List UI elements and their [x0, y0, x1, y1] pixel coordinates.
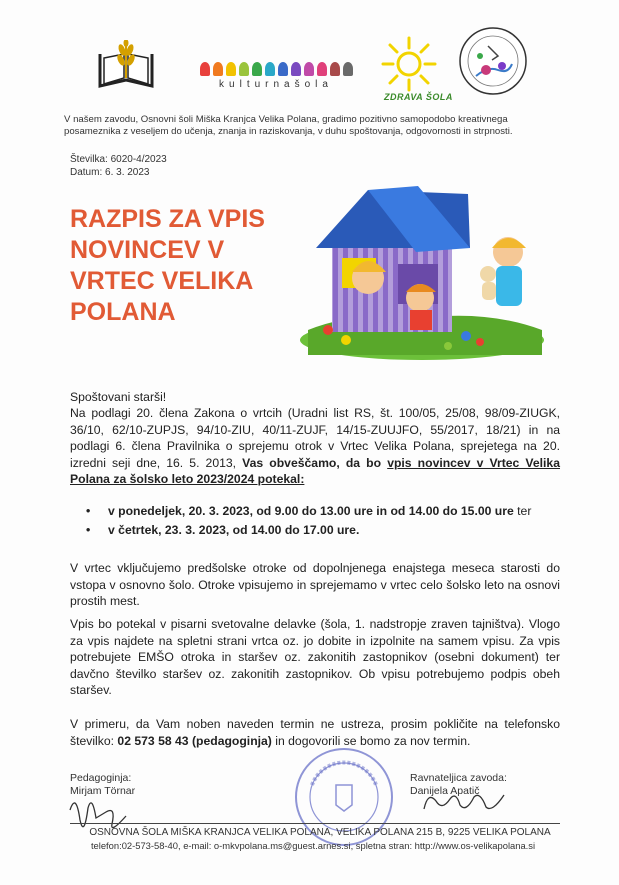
document-date: Datum: 6. 3. 2023: [70, 167, 150, 178]
school-motto: V našem zavodu, Osnovni šoli Miška Kranjca Velika Polana, gradimo pozitivno samopodobo kreativnega posameznika z veseljem do učenja, znanja in raziskovanja, v duhu spoštovanja, odgovornosti in strpnosti.: [64, 114, 513, 137]
left-name: Mirjam Törnar: [70, 785, 136, 797]
phone-pre-text: V primeru, da Vam noben naveden termin ne ustreza, prosim pokličite na telefonsko številko:: [70, 717, 560, 748]
school-book-logo-icon: [96, 40, 156, 90]
kulturna-sola-text: kulturnašola: [219, 79, 333, 90]
phone-number: 02 573 58 43 (pedagoginja): [117, 733, 272, 748]
school-seal-logo-icon: [458, 26, 528, 96]
playhouse-children-illustration-icon: [298, 180, 546, 360]
left-role: Pedagoginja:: [70, 772, 132, 784]
term-item: [86, 502, 556, 521]
kulturna-sola-logo: [176, 62, 376, 100]
term1-text: v ponedeljek, 20. 3. 2023, od 9.00 do 13.00 ure in od 14.00 do 15.00 ure: [108, 504, 514, 518]
page-title: RAZPIS ZA VPIS NOVINCEV V VRTEC VELIKA POLANA: [70, 205, 265, 326]
document-number: Številka: 6020-4/2023: [70, 154, 167, 165]
phone-post-text: in dogovorili se bomo za nov termin.: [271, 733, 471, 748]
greeting-paragraph: Spoštovani starši!: [70, 390, 167, 404]
location-paragraph: Vpis bo potekal v pisarni svetovalne delavke (šola, 1. nadstropje zraven tajništva). Vlogo za vpis najdete na spletni strani vrtca oz. jo dobite in izpolnite na samem vpisu. Za vpis potrebujete EMŠO otroka in staršev oz. zakonitih zastopnikov (osebni dokument) ter davčno številko staršev oz. zakonitih zastopnikov. Ob vpisu potrebujemo podpis obeh staršev.: [70, 617, 560, 697]
handwritten-signature-right-icon: [420, 787, 510, 817]
right-name: Danijela Apatič: [410, 785, 480, 797]
enrollment-terms-list: [86, 502, 556, 540]
term-item: [86, 521, 556, 540]
right-role: Ravnateljica zavoda:: [410, 772, 507, 784]
footer-contacts: telefon:02-573-58-40, e-mail: o-mkvpolana.ms@guest.arnes.si, spletna stran: http://www.os-velikapolana.si: [90, 840, 536, 851]
intro-bold-text: Vas obveščamo, da bo: [242, 455, 388, 470]
footer-divider: [70, 823, 560, 824]
age-paragraph: V vrtec vključujemo predšolske otroke od dopolnjenega enajstega meseca starosti do vstopa v osnovno šolo. Otroke vpisujemo in sprejemamo v vrtec celo šolsko leto na osnovi prostih mest.: [70, 561, 560, 608]
intro-paragraph: [70, 405, 560, 488]
intro-underline-text: vpis novincev v Vrtec Velika Polana za šolsko leto 2023/2024 potekal:: [70, 455, 560, 486]
kulturna-figures-icon: [176, 62, 376, 76]
intro-plain-text: Na podlagi 20. člena Zakona o vrtcih (Uradni list RS, št. 100/05, 25/08, 98/09-ZIUGK, 36/10, 62/10-ZUPJS, 94/10-ZIU, 40/11-ZUJF, 14/15-ZUUJFO, 55/2017, 18/21) in na podlagi 6. člena Pravilnika o sprejemu otrok v Vrtec Velika Polana, sprejetega na 20. izredni seji dne, 16. 5. 2013,: [70, 406, 560, 470]
zdrava-sola-sun-icon: [376, 36, 442, 100]
term2-text: v četrtek, 23. 3. 2023, od 14.00 do 17.00 ure.: [108, 523, 360, 537]
footer-address: OSNOVNA ŠOLA MIŠKA KRANJCA VELIKA POLANA, VELIKA POLANA 215 B, 9225 VELIKA POLANA: [89, 827, 551, 838]
document-meta: [70, 153, 167, 179]
zdrava-sola-label: ZDRAVA ŠOLA: [384, 92, 453, 102]
term1-tail: ter: [513, 504, 532, 518]
